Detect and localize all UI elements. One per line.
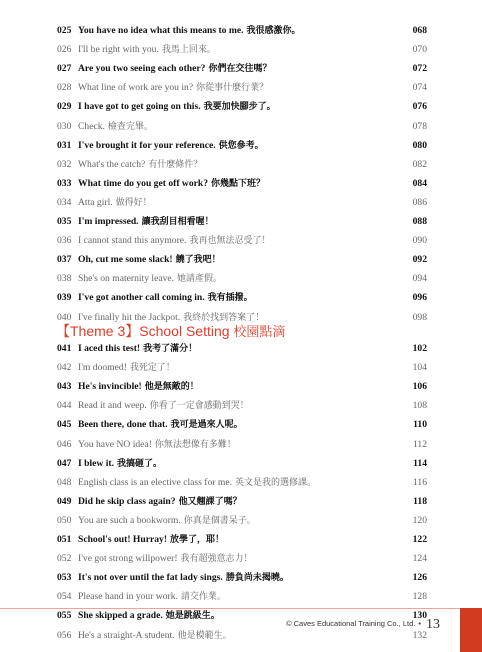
phrase-number: 045 [57, 419, 72, 431]
phrase-row [0, 194, 482, 212]
phrase-number: 035 [57, 216, 72, 227]
phrase-english-text: He's invincible! [78, 381, 142, 393]
phrase-english-text: Atta girl. [78, 196, 113, 208]
phrase-chinese: 我要加快腳步了。 [203, 102, 276, 113]
phrase-page: 122 [412, 534, 427, 545]
phrase-english-text: I'm doomed! [78, 362, 127, 374]
phrase-english [78, 251, 221, 269]
phrase-english [78, 550, 253, 568]
phrase-english [78, 474, 316, 492]
phrase-chinese: 檢查完畢。 [107, 121, 153, 132]
phrase-english [78, 22, 301, 40]
phrase-english-text: What line of work are you in? [78, 82, 194, 94]
phrase-page: 106 [412, 381, 427, 393]
phrase-chinese: 我可是過來人呢。 [170, 420, 243, 431]
phrase-english [78, 531, 224, 549]
phrase-number: 037 [57, 254, 72, 266]
phrase-page: 124 [412, 553, 427, 565]
phrase-number: 042 [57, 362, 72, 374]
phrase-chinese: 勝負尚未揭曉。 [225, 573, 289, 584]
phrase-row [0, 378, 482, 396]
phrase-english [78, 137, 264, 155]
phrase-page: 096 [412, 292, 427, 304]
phrase-english-text: Been there, done that. [78, 419, 168, 431]
phrase-english [78, 41, 216, 59]
phrase-number: 040 [57, 311, 72, 323]
phrase-chinese: 英文是我的選修課。 [235, 477, 317, 488]
phrase-number: 033 [57, 177, 72, 189]
phrase-english-text: You are such a bookworm. [78, 514, 181, 526]
phrase-english [78, 289, 253, 307]
phrase-english [78, 156, 202, 174]
phrase-chinese: 做得好！ [115, 197, 152, 208]
phrase-english-text: He's a straight-A student. [78, 629, 175, 641]
phrase-english [78, 340, 197, 358]
phrase-row [0, 79, 482, 97]
theme-heading [56, 321, 285, 341]
phrase-chinese: 我有超強意志力！ [180, 554, 253, 565]
phrase-row [0, 41, 482, 59]
phrase-english-text: It's not over until the fat lady sings. [78, 572, 223, 584]
phrase-english-text: You have NO idea! [78, 438, 152, 450]
phrase-english-text: Did he skip class again? [78, 495, 176, 507]
phrase-english [78, 455, 162, 473]
page-edge-tab [460, 608, 482, 652]
phrase-english [78, 60, 271, 78]
phrase-number: 044 [57, 400, 72, 412]
phrase-row [0, 436, 482, 454]
phrase-english [78, 79, 268, 97]
phrase-chinese: 放學了，耶！ [170, 535, 225, 545]
phrase-chinese: 你看了一定會感動到哭！ [149, 401, 249, 412]
phrase-number: 049 [57, 495, 72, 507]
phrase-chinese: 你真是個書呆子。 [183, 515, 256, 526]
phrase-page: 102 [412, 343, 427, 354]
phrase-chinese: 你從事什麼行業？ [196, 83, 269, 94]
phrase-english [78, 397, 249, 415]
phrase-english [78, 493, 242, 511]
phrase-number: 055 [57, 610, 72, 622]
phrase-chinese: 你無法想像有多難！ [154, 439, 236, 450]
phrase-english [78, 98, 276, 116]
phrase-page: 082 [412, 158, 427, 170]
phrase-number: 027 [57, 63, 72, 75]
phrase-number: 029 [57, 101, 72, 113]
phrase-number: 046 [57, 438, 72, 450]
footer-separator: • [418, 619, 421, 628]
phrase-chinese: 有什麼條件？ [148, 159, 203, 170]
phrase-page: 074 [412, 82, 427, 94]
phrase-row [0, 232, 482, 250]
phrase-number: 032 [57, 158, 72, 170]
phrase-english-text: She skipped a grade. [78, 610, 163, 622]
phrase-english-text: What time do you get off work? [78, 177, 209, 189]
phrase-english-text: Oh, cut me some slack! [78, 254, 173, 266]
phrase-english [78, 213, 214, 231]
phrase-row [0, 569, 482, 587]
phrase-number: 036 [57, 235, 72, 247]
phrase-page: 104 [412, 362, 427, 374]
phrase-page: 114 [413, 457, 427, 469]
phrase-english [78, 569, 289, 587]
phrase-number: 051 [57, 534, 72, 545]
phrase-number: 048 [57, 476, 72, 488]
phrase-chinese: 她是跳級生。 [165, 611, 220, 622]
phrase-page: 068 [412, 25, 427, 36]
phrase-chinese: 他是模範生。 [177, 630, 232, 641]
phrase-english [78, 232, 270, 250]
phrase-english [78, 588, 226, 606]
phrase-number: 039 [57, 292, 72, 304]
phrase-english [78, 359, 175, 377]
phrase-chinese: 供您參考。 [218, 140, 264, 151]
phrase-number: 028 [57, 82, 72, 94]
phrase-chinese: 你們在交往嗎？ [208, 64, 272, 75]
phrase-page: 072 [412, 63, 427, 75]
phrase-row [0, 416, 482, 434]
phrase-row [0, 550, 482, 568]
phrase-chinese: 請交作業。 [180, 592, 226, 603]
phrase-page: 086 [412, 196, 427, 208]
phrase-english [78, 436, 236, 454]
phrase-page: 116 [412, 476, 427, 488]
phrase-page: 128 [412, 591, 427, 603]
phrase-chinese: 我死定了！ [129, 363, 175, 374]
phrase-number: 043 [57, 381, 72, 393]
phrase-page: 132 [412, 629, 427, 641]
phrase-row [0, 251, 482, 269]
phrase-row [0, 60, 482, 78]
phrase-page: 112 [412, 438, 427, 450]
phrase-english [78, 175, 265, 193]
phrase-chinese: 她請產假。 [177, 274, 223, 285]
phrase-number: 030 [57, 120, 72, 132]
publisher-credit: © Caves Educational Training Co., Ltd. [286, 619, 416, 628]
phrase-english [78, 512, 256, 530]
phrase-number: 026 [57, 44, 72, 56]
phrase-number: 053 [57, 572, 72, 584]
phrase-english [78, 118, 153, 136]
phrase-english-text: I've brought it for your reference. [78, 139, 216, 151]
phrase-page: 092 [412, 254, 427, 266]
phrase-row [0, 474, 482, 492]
phrase-page: 088 [412, 216, 427, 227]
phrase-english-text: I've got strong willpower! [78, 553, 178, 565]
phrase-row [0, 531, 482, 549]
phrase-english-text: I've finally hit the Jackpot. [78, 311, 181, 323]
phrase-english [78, 607, 220, 625]
phrase-english-text: I've got another call coming in. [78, 292, 205, 304]
phrase-english-text: Please hand in your work. [78, 591, 178, 603]
phrase-page: 076 [412, 101, 427, 113]
phrase-page: 110 [413, 419, 427, 431]
phrase-english [78, 416, 243, 434]
phrase-english [78, 378, 199, 396]
phrase-number: 041 [57, 343, 72, 354]
phrase-page: 084 [412, 177, 427, 189]
phrase-number: 034 [57, 196, 72, 208]
phrase-number: 047 [57, 457, 72, 469]
phrase-chinese: 他又翹課了嗎？ [178, 496, 242, 507]
page-number: 13 [426, 617, 440, 632]
phrase-english [78, 270, 222, 288]
phrase-english-text: She's on maternity leave. [78, 273, 175, 285]
phrase-row [0, 588, 482, 606]
phrase-row [0, 156, 482, 174]
phrase-english-text: What's the catch? [78, 158, 146, 170]
phrase-english-text: You have no idea what this means to me. [78, 25, 244, 36]
footer-divider [0, 608, 460, 609]
phrase-english-text: I cannot stand this anymore. [78, 235, 187, 247]
phrase-row [0, 289, 482, 307]
phrase-english-text: I have got to get going on this. [78, 101, 201, 113]
phrase-chinese: 我考了滿分！ [143, 344, 198, 354]
phrase-english [78, 627, 232, 645]
phrase-chinese: 我再也無法忍受了！ [189, 236, 271, 247]
phrase-row [0, 213, 482, 231]
phrase-chinese: 你幾點下班？ [211, 178, 266, 189]
phrase-row [0, 22, 482, 40]
phrase-row [0, 118, 482, 136]
phrase-row [0, 493, 482, 511]
phrase-chinese: 我搞砸了。 [116, 458, 162, 469]
phrase-english-text: School's out! Hurray! [78, 534, 168, 545]
phrase-page: 118 [413, 495, 427, 507]
phrase-english-text: I blew it. [78, 457, 114, 469]
page-footer [286, 614, 440, 634]
phrase-number: 031 [57, 139, 72, 151]
phrase-row [0, 340, 482, 358]
phrase-number: 056 [57, 629, 72, 641]
phrase-number: 052 [57, 553, 72, 565]
phrase-english-text: Are you two seeing each other? [78, 63, 206, 75]
phrase-row [0, 137, 482, 155]
phrase-chinese: 讓我刮目相看喔！ [141, 217, 214, 227]
phrase-number: 054 [57, 591, 72, 603]
phrase-page: 108 [412, 400, 427, 412]
phrase-english-text: I aced this test! [78, 343, 141, 354]
phrase-row [0, 175, 482, 193]
phrase-row [0, 270, 482, 288]
phrase-chinese: 我馬上回來。 [161, 45, 216, 56]
phrase-chinese: 他是無敵的！ [144, 382, 199, 393]
phrase-english [78, 194, 152, 212]
phrase-english-text: Read it and weep. [78, 400, 147, 412]
phrase-number: 038 [57, 273, 72, 285]
phrase-english-text: English class is an elective class for me. [78, 476, 232, 488]
theme-label: 【Theme 3】School Setting [56, 323, 230, 339]
phrase-row [0, 359, 482, 377]
phrase-chinese: 我很感激你。 [246, 26, 301, 36]
phrase-page: 070 [412, 44, 427, 56]
phrase-row [0, 455, 482, 473]
phrase-english-text: I'm impressed. [78, 216, 139, 227]
phrase-chinese: 我有插撥。 [207, 293, 253, 304]
phrase-page: 130 [412, 610, 427, 622]
phrase-page: 126 [412, 572, 427, 584]
phrase-number: 050 [57, 514, 72, 526]
phrase-page: 090 [412, 235, 427, 247]
phrase-english-text: Check. [78, 120, 105, 132]
phrase-english-text: I'll be right with you. [78, 44, 159, 56]
phrase-page: 094 [412, 273, 427, 285]
phrase-row [0, 397, 482, 415]
theme-label-zh: 校園點滴 [233, 325, 286, 340]
phrase-chinese: 饒了我吧！ [175, 255, 221, 266]
phrase-page: 098 [412, 311, 427, 323]
phrase-page: 078 [412, 120, 427, 132]
phrase-chinese: 我終於找到答案了！ [183, 312, 265, 323]
phrase-row [0, 98, 482, 116]
phrase-number: 025 [57, 25, 72, 36]
phrase-row [0, 512, 482, 530]
phrase-page: 120 [412, 514, 427, 526]
phrase-page: 080 [412, 139, 427, 151]
